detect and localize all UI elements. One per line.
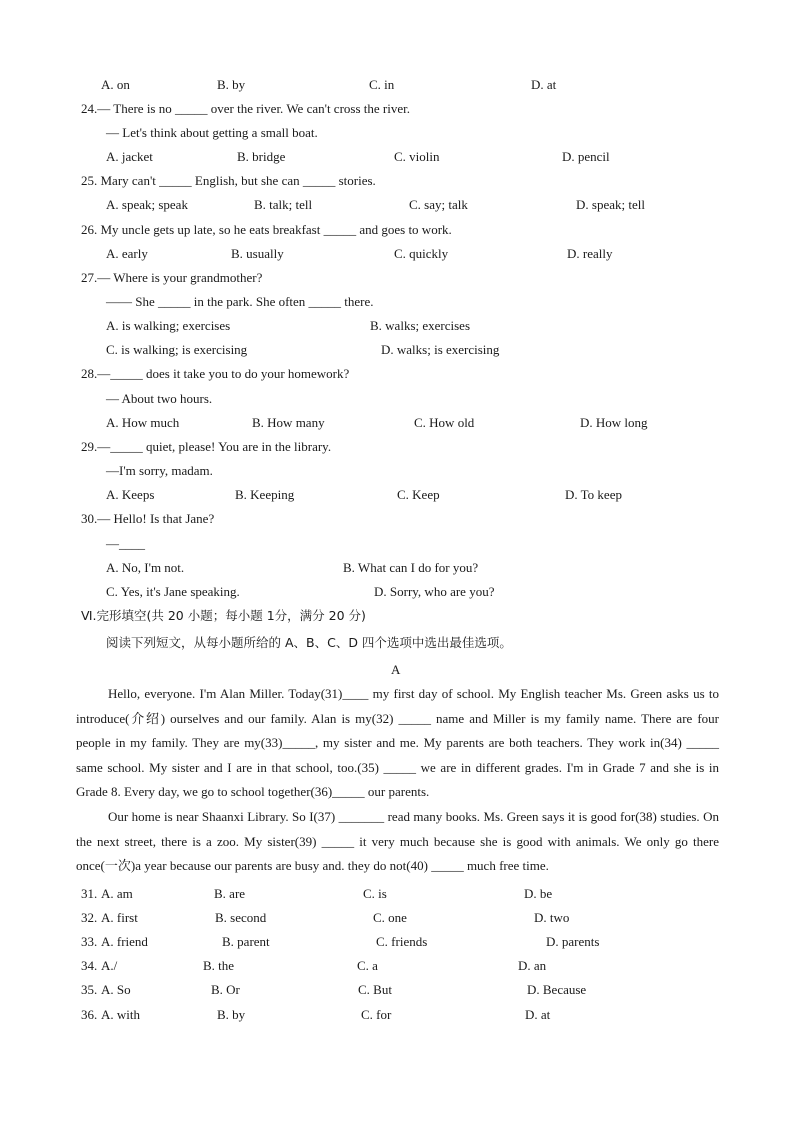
- option-c: C. Yes, it's Jane speaking.: [106, 584, 240, 599]
- option-b: B. talk; tell: [254, 197, 313, 212]
- question-stem: 27.— Where is your grandmother?: [81, 270, 263, 285]
- passage-paragraph-1: [76, 682, 719, 805]
- option-d: D. at: [525, 1007, 551, 1022]
- question-stem: 26. My uncle gets up late, so he eats breakfast _____ and goes to work.: [81, 222, 452, 237]
- passage-label: A: [391, 662, 401, 677]
- question-number: 33.: [81, 934, 98, 949]
- paragraph-text: Hello, everyone. I'm Alan Miller. Today(31)____ my first day of school. My English teacher Ms. Green asks us to introduce(介绍) ourselves and our family. Alan is my(32) _____ name and Miller is my family name. There are four people in my family. They are my(33)_____, my sister and me. My parents are both teachers. They work in(34) _____ same school. My sister and I are in that school, too.(35) _____ we are in different grades. I'm in Grade 7 and she is in Grade 8. Every day, we go to school together(36)_____ our parents.: [76, 686, 719, 800]
- section-instruction: 阅读下列短文，从每小题所给的 A、B、C、D 四个选项中选出最佳选项。: [106, 635, 512, 650]
- option-d: D. pencil: [562, 149, 610, 164]
- option-a: A. with: [101, 1007, 140, 1022]
- option-c: C. Keep: [397, 487, 440, 502]
- dialogue-reply: —I'm sorry, madam.: [106, 463, 213, 478]
- option-b: B. walks; exercises: [370, 318, 471, 333]
- option-a: A./: [101, 958, 118, 973]
- question-stem: 24.— There is no _____ over the river. We can't cross the river.: [81, 101, 410, 116]
- option-d: D. Because: [527, 982, 587, 997]
- option-d: D. really: [567, 246, 613, 261]
- option-a: A. Keeps: [106, 487, 155, 502]
- option-c: C. is: [363, 886, 387, 901]
- section-title: Ⅵ.完形填空(共 20 小题；每小题 1分，满分 20 分): [81, 608, 366, 623]
- question-number: 35.: [81, 982, 98, 997]
- option-c: C. for: [361, 1007, 392, 1022]
- option-a: A. No, I'm not.: [106, 560, 185, 575]
- question-stem: 30.— Hello! Is that Jane?: [81, 511, 215, 526]
- option-c: C. is walking; is exercising: [106, 342, 248, 357]
- option-a: A. early: [106, 246, 148, 261]
- option-d: D. be: [524, 886, 553, 901]
- option-c: C. violin: [394, 149, 440, 164]
- option-b: B. parent: [222, 934, 270, 949]
- option-a: A. How much: [106, 415, 180, 430]
- question-number: 34.: [81, 958, 98, 973]
- option-a: A. jacket: [106, 149, 153, 164]
- option-b: B. bridge: [237, 149, 286, 164]
- option-c: C. say; talk: [409, 197, 468, 212]
- dialogue-reply: — About two hours.: [106, 391, 213, 406]
- option-a: A. on: [101, 77, 130, 92]
- option-b: B. usually: [231, 246, 284, 261]
- option-b: B. Keeping: [235, 487, 295, 502]
- option-d: D. How long: [580, 415, 648, 430]
- option-a: A. So: [101, 982, 131, 997]
- paragraph-text: Our home is near Shaanxi Library. So I(37) _______ read many books. Ms. Green says it is good for(38) studies. On the next street, there is a zoo. My sister(39) _____ it very much because she is good with animals. We only go there once(一次)a year because our parents are busy and. they do not(40) _____ much free time.: [76, 809, 719, 874]
- option-c: C. How old: [414, 415, 475, 430]
- option-b: B. by: [217, 77, 246, 92]
- option-c: C. one: [373, 910, 407, 925]
- option-a: A. friend: [101, 934, 148, 949]
- option-c: C. a: [357, 958, 378, 973]
- option-d: D. walks; is exercising: [381, 342, 500, 357]
- option-d: D. two: [534, 910, 570, 925]
- option-b: B. by: [217, 1007, 246, 1022]
- question-stem: 28.—_____ does it take you to do your homework?: [81, 366, 350, 381]
- option-d: D. To keep: [565, 487, 622, 502]
- dialogue-reply: — Let's think about getting a small boat.: [106, 125, 318, 140]
- option-b: B. Or: [211, 982, 240, 997]
- option-b: B. What can I do for you?: [343, 560, 479, 575]
- option-d: D. parents: [546, 934, 600, 949]
- option-c: C. quickly: [394, 246, 449, 261]
- option-a: A. am: [101, 886, 133, 901]
- option-c: C. But: [358, 982, 392, 997]
- option-b: B. How many: [252, 415, 325, 430]
- passage-paragraph-2: [76, 805, 719, 879]
- option-d: D. an: [518, 958, 547, 973]
- question-stem: 29.—_____ quiet, please! You are in the library.: [81, 439, 332, 454]
- option-c: C. friends: [376, 934, 428, 949]
- option-d: D. at: [531, 77, 557, 92]
- question-number: 31.: [81, 886, 98, 901]
- option-b: B. second: [215, 910, 267, 925]
- question-number: 32.: [81, 910, 98, 925]
- option-a: A. is walking; exercises: [106, 318, 231, 333]
- option-a: A. speak; speak: [106, 197, 188, 212]
- option-b: B. are: [214, 886, 246, 901]
- question-stem: 25. Mary can't _____ English, but she can _____ stories.: [81, 173, 376, 188]
- question-number: 36.: [81, 1007, 98, 1022]
- option-b: B. the: [203, 958, 235, 973]
- dialogue-reply: —____: [106, 536, 145, 551]
- dialogue-reply: —— She _____ in the park. She often _____ there.: [106, 294, 374, 309]
- option-a: A. first: [101, 910, 138, 925]
- option-d: D. speak; tell: [576, 197, 645, 212]
- option-c: C. in: [369, 77, 395, 92]
- option-d: D. Sorry, who are you?: [374, 584, 495, 599]
